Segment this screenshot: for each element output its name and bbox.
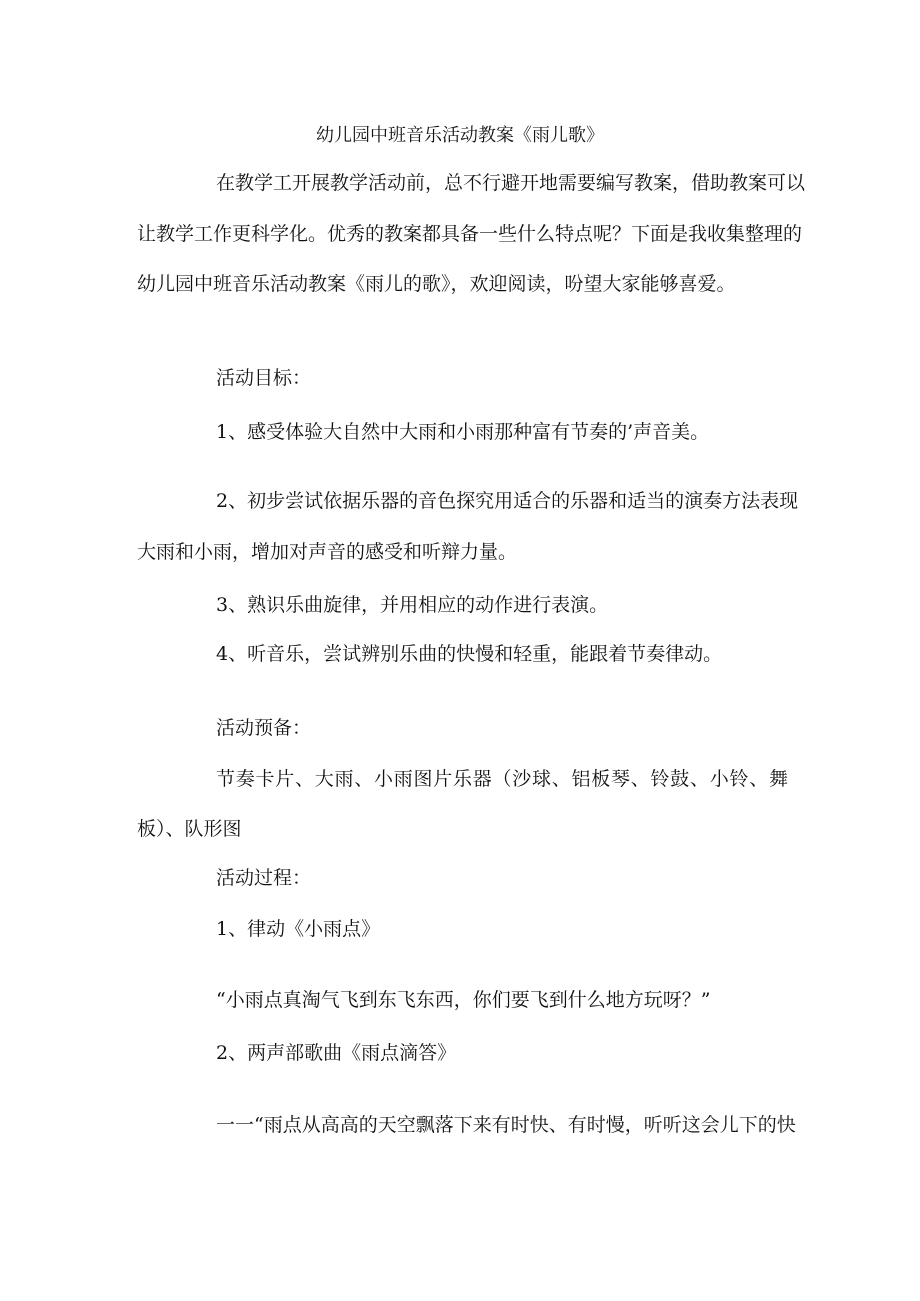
process-quote-1: “小雨点真淘气飞到东飞东西，你们要飞到什么地方玩呀？” [216, 989, 711, 1011]
goal-item-4: 4、听音乐，尝试辨别乐曲的快慢和轻重，能跟着节奏律动。 [216, 643, 723, 665]
intro-line-2: 让教学工作更科学化。优秀的教案都具备一些什么特点呢？下面是我收集整理的 [137, 223, 803, 245]
prep-line-2: 板）、队形图 [137, 818, 242, 840]
prep-line-1: 节奏卡片、大雨、小雨图片乐器（沙球、铝板琴、铃鼓、小铃、舞 [216, 768, 788, 790]
process-heading: 活动过程： [216, 867, 312, 889]
process-step-2: 2、两声部歌曲《雨点滴答》 [216, 1042, 457, 1064]
goal-item-2-cont: 大雨和小雨，增加对声音的感受和听辩力量。 [137, 541, 518, 563]
intro-line-1: 在教学工开展教学活动前，总不行避开地需要编写教案，借助教案可以 [216, 172, 806, 194]
document-title: 幼儿园中班音乐活动教案《雨儿歌》 [316, 125, 604, 146]
prep-heading: 活动预备： [216, 717, 312, 739]
process-quote-2: 一一“雨点从高高的天空飘落下来有时快、有时慢，听听这会儿下的快 [216, 1114, 796, 1136]
process-step-1: 1、律动《小雨点》 [216, 918, 381, 940]
intro-line-3: 幼儿园中班音乐活动教案《雨儿的歌》，欢迎阅读，吩望大家能够喜爱。 [137, 273, 736, 295]
goal-item-2: 2、初步尝试依据乐器的音色探究用适合的乐器和适当的演奏方法表现 [216, 490, 799, 512]
goal-item-3: 3、熟识乐曲旋律，并用相应的动作进行表演。 [216, 594, 609, 616]
goals-heading: 活动目标： [216, 367, 312, 389]
goal-item-1: 1、感受体验大自然中大雨和小雨那种富有节奏的’声音美。 [216, 421, 710, 443]
